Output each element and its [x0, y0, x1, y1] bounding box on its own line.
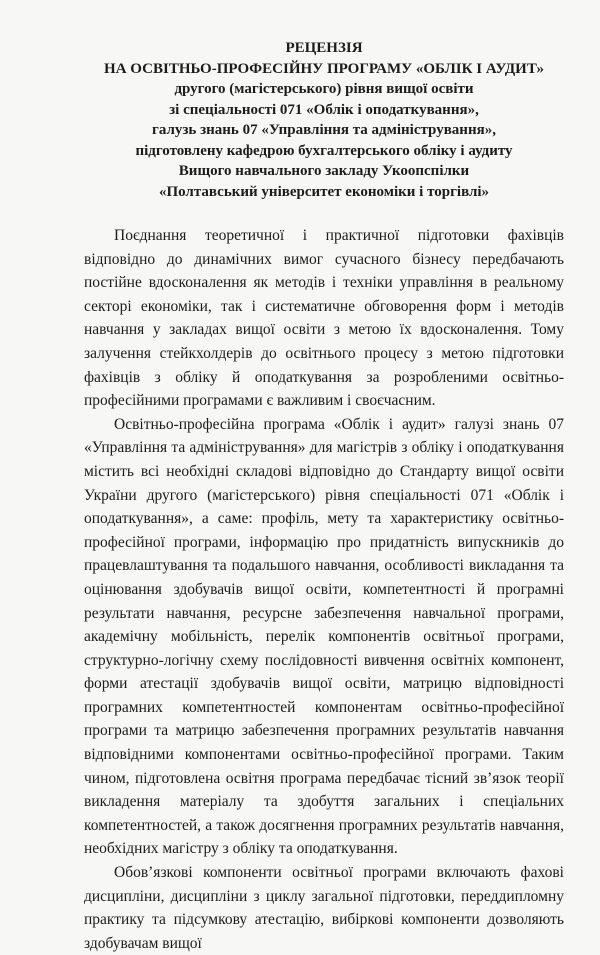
heading-university: «Полтавський університет економіки і торгівлі»	[158, 183, 490, 200]
heading-department: підготовлену кафедрою бухгалтерського обліку і аудиту	[135, 142, 513, 159]
paragraph-mandatory-components: Обов’язкові компоненти освітньої програми включають фахові дисципліни, дисципліни з циклу загальної підготовки, переддипломну практику та підсумкову атестацію, вибіркові компоненти дозволяють здобувачам вищої	[84, 864, 564, 952]
heading-specialty: зі спеціальності 071 «Облік і оподаткування»,	[169, 101, 479, 118]
heading-institution: Вищого навчального закладу Укоопспілки	[178, 163, 470, 179]
paragraph-intro: Поєднання теоретичної і практичної підготовки фахівців відповідно до динамічних вимог сучасного бізнесу передбачають постійне вдосконалення як методів і техніки управління в реальному секторі економіки, так і систематичне обговорення форм і методів навчання у закладах вищої освіти з метою їх вдосконалення. Тому залучення стейкхолдерів до освітнього процесу з метою підготовки фахівців з обліку й оподаткування за розробленими освітньо-професійними програмами є важливим і своєчасним.	[84, 227, 564, 410]
review-heading	[84, 38, 564, 202]
heading-program-name: НА ОСВІТНЬО-ПРОФЕСІЙНУ ПРОГРАМУ «ОБЛІК І АУДИТ»	[104, 60, 544, 77]
paragraph-program-structure: Освітньо-професійна програма «Облік і аудит» галузі знань 07 «Управління та адміністрування» для магістрів з обліку і оподаткування містить всі необхідні складові відповідно до Стандарту вищої освіти України другого (магістерського) рівня спеціальності 071 «Облік і оподаткування», а саме: профіль, мету та характеристику освітньо-професійної програми, інформацію про придатність випускників до працевлаштування та подальшого навчання, особливості викладання та оцінювання здобувачів вищої освіти, компетентності й програмні результати навчання, ресурсне забезпечення навчальної програми, академічну мобільність, перелік компонентів освітньої програми, структурно-логічну схему послідовності вивчення освітніх компонент, форми атестації здобувачів вищої освіти, матрицю відповідності програмних компетентностей компонентам освітньо-професійної програми та матрицю забезпечення програмних результатів навчання відповідними компонентами освітньо-професійної програми. Таким чином, підготовлена освітня програма передбачає тісний зв’язок теорії викладення матеріалу та здобуття загальних і спеціальних компетентностей, а також досягнення програмних результатів навчання, необхідних магістру з обліку та оподаткування.	[84, 415, 564, 858]
heading-field: галузь знань 07 «Управління та адміністрування»,	[152, 122, 496, 138]
heading-level: другого (магістерського) рівня вищої освіти	[174, 81, 474, 97]
heading-title: РЕЦЕНЗІЯ	[285, 40, 363, 56]
review-body	[84, 224, 564, 955]
